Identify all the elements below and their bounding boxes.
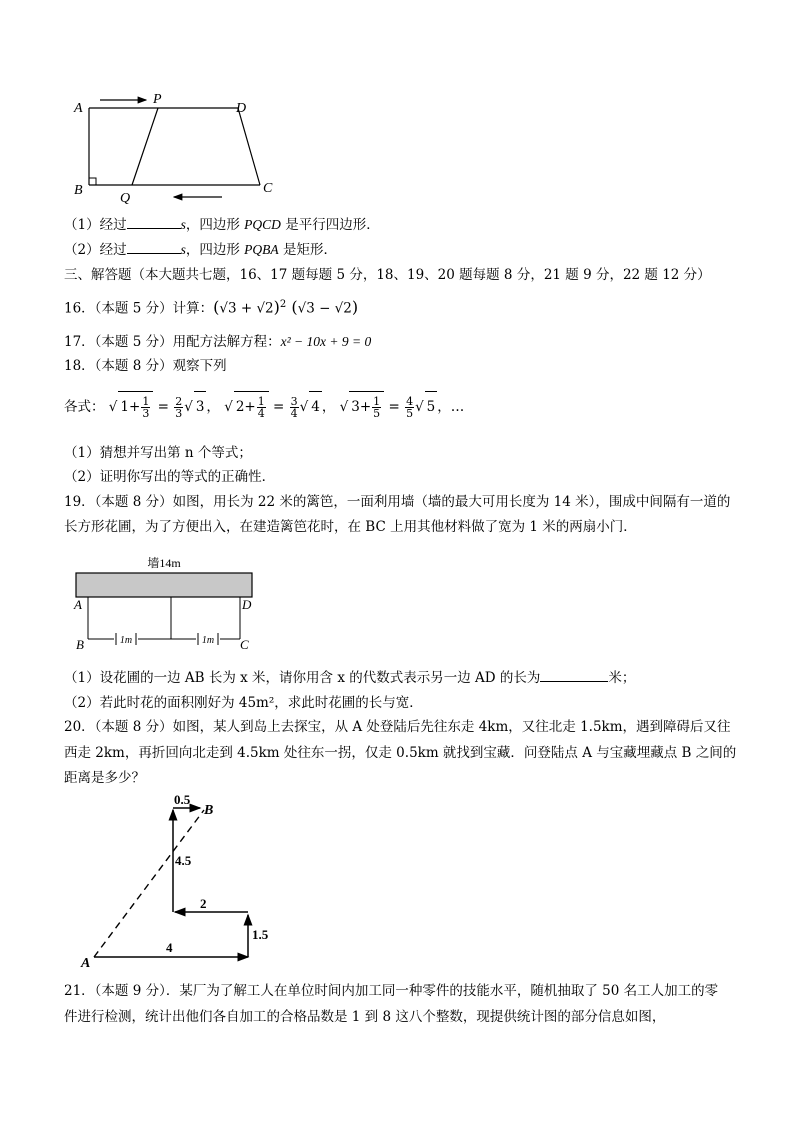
segment-pq	[132, 108, 158, 185]
q21-line2: 件进行检测，统计出他们各自加工的合格品数是 1 到 8 这八个整数，现提供统计图的部分信息如图，	[64, 1009, 666, 1025]
trapezoid-figure	[70, 88, 280, 208]
label-b: B	[76, 637, 84, 652]
seg-1-5-label: 1.5	[252, 927, 269, 942]
q20-line3: 距离是多少？	[64, 770, 145, 786]
q19-part2: （2）若此时花的面积刚好为 45m²，求此时花圃的长与宽．	[64, 695, 423, 711]
answer-blank-2[interactable]	[127, 241, 181, 254]
label-b: B	[74, 183, 83, 198]
q18-title: 18．（本题 8 分）观察下列	[64, 358, 227, 374]
seg-4-label: 4	[166, 940, 173, 955]
distance-ab	[94, 810, 204, 957]
label-a: A	[74, 101, 83, 116]
wall-label: 墙14m	[147, 556, 181, 570]
label-a: A	[74, 597, 82, 612]
q20-line2: 西走 2km，再折回向北走到 4.5km 处往东一拐，仅走 0.5km 就找到宝藏．问登陆点 A 与宝藏埋藏点 B 之间的	[64, 745, 737, 761]
answer-blank-3[interactable]	[540, 669, 608, 682]
wall	[76, 573, 252, 597]
q18-formulas: 各式： √ 1+ $\frac{1}{3}$ = $\frac{2}{3}$ √ 3 ， √ 2+ $\frac{1}{4}$ = $\frac{3}{4}$ √ 4 ， √ 3+ $\frac{1}{5}$ = $\frac{4}{5}$ √ 5 ，…	[64, 391, 464, 422]
treasure-path-figure	[76, 790, 286, 970]
seg-2-label: 2	[200, 896, 207, 911]
garden-figure	[70, 553, 270, 653]
right-angle-mark	[89, 178, 96, 185]
side-dc	[238, 108, 260, 185]
label-d: D	[242, 597, 252, 612]
door1-label: 1m	[119, 635, 133, 646]
answer-blank-1[interactable]	[127, 216, 181, 229]
q19-part1: （1）设花圃的一边 AB 长为 x 米，请你用含 x 的代数式表示另一边 AD 的长为 米；	[64, 670, 636, 686]
label-c: C	[263, 181, 273, 196]
q15-part2: （2）经过 s，四边形 PQBA 是矩形．	[64, 242, 337, 258]
q17: 17．（本题 5 分）用配方法解方程：x² − 10x + 9 = 0	[64, 334, 372, 350]
q19-line1: 19．（本题 8 分）如图，用长为 22 米的篱笆，一面利用墙（墙的最大可用长度为 14 米），围成中间隔有一道的	[64, 494, 731, 510]
q15-part1: （1）经过 s，四边形 PQCD 是平行四边形．	[64, 217, 380, 233]
q20-line1: 20．（本题 8 分）如图，某人到岛上去探宝，从 A 处登陆后先往东走 4km，又往北走 1.5km，遇到障碍后又往	[64, 719, 731, 735]
label-q: Q	[120, 191, 131, 206]
q19-line2: 长方形花圃，为了方便出入，在建造篱笆花时，在 BC 上用其他材料做了宽为 1 米的两扇小门．	[64, 519, 637, 535]
section3-heading: 三、解答题（本大题共七题，16、17 题每题 5 分，18、19、20 题每题 8 分，21 题 9 分，22 题 12 分）	[64, 267, 711, 283]
q21-line1: 21．（本题 9 分）．某厂为了解工人在单位时间内加工同一种零件的技能水平，随机抽取了 50 名工人加工的零	[64, 983, 719, 999]
q18-part1: （1）猜想并写出第 n 个等式；	[64, 445, 252, 461]
seg-0-5-label: 0.5	[174, 792, 191, 807]
q18-part2: （2）证明你写出的等式的正确性．	[64, 469, 276, 485]
seg-4-5-label: 4.5	[175, 853, 192, 868]
q16: 16．（本题 5 分）计算：$(√3 + √2)^2$ (√3 − √2)	[64, 297, 359, 317]
label-b: B	[204, 803, 214, 818]
label-a: A	[81, 956, 91, 970]
label-d: D	[236, 101, 247, 116]
label-p: P	[153, 92, 162, 107]
label-c: C	[240, 637, 249, 652]
door2-label: 1m	[201, 635, 215, 646]
